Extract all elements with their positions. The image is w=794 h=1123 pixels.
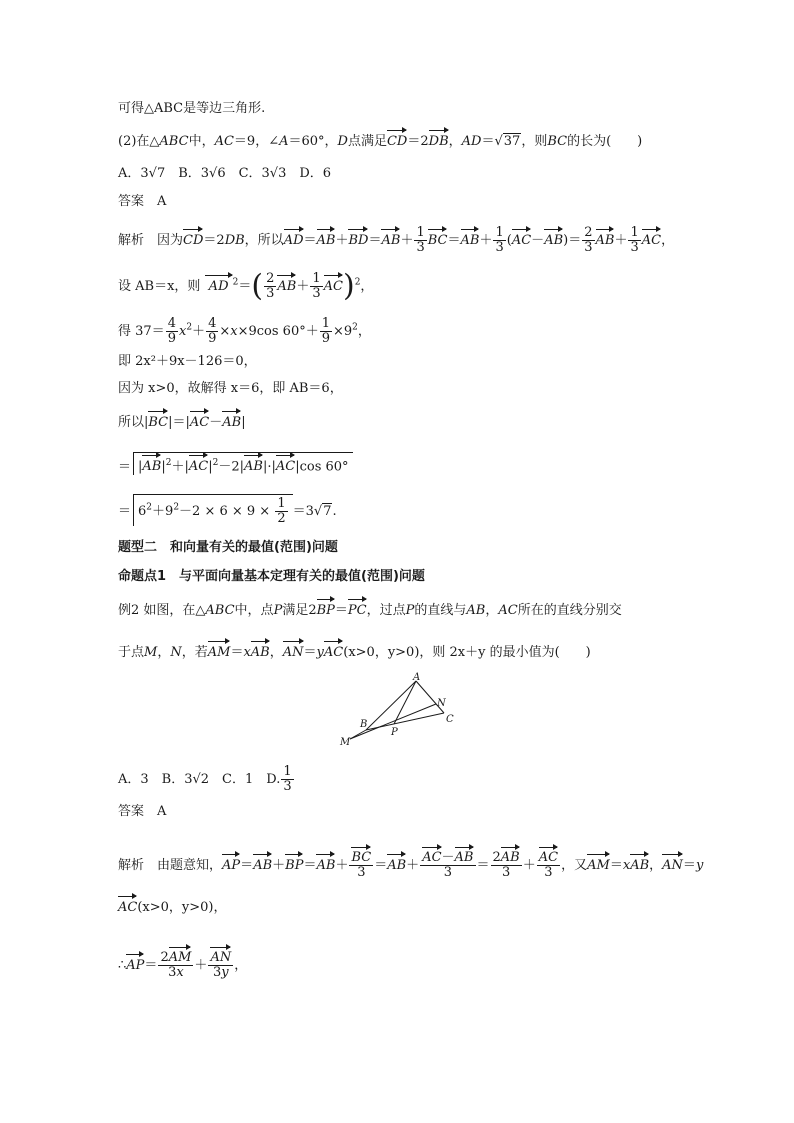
subsection-title: 命题点1 与平面向量基本定理有关的最值(范围)问题 xyxy=(118,569,425,584)
solution-1-line-1: 解析 因为CD＝2DB，所以AD＝AB＋BD＝AB＋ $\frac{1}{3}$ BC＝AB＋ $\frac{1}{3}$ (AC－AB)＝ $\frac{2}{3}$ AB＋ $\frac{1}{3}$ AC， xyxy=(118,225,675,255)
options-1: A．3√7 B．3√6 C．3√3 D．6 xyxy=(118,166,332,181)
label-b: B xyxy=(360,719,368,730)
answer-1: 答案 A xyxy=(118,194,167,209)
solution-2-line-1: 解析 由题意知，AP＝AB＋BP＝AB＋ $\frac{BC}{3}$ ＝AB＋ $\frac{AC-AB}{3}$ ＝ $\frac{2AB}{3}$ ＋ $\frac{AC}{3}$ ，又AM＝xAB，AN＝y xyxy=(118,850,704,880)
section-title: 题型二 和向量有关的最值(范围)问题 xyxy=(118,540,338,555)
label-p: P xyxy=(391,727,398,738)
example-2-line-2: 于点M，N，若AM＝xAB，AN＝yAC(x>0，y>0)，则 2x＋y 的最小值为( ) xyxy=(118,645,591,660)
text-line-1: 可得△ABC是等边三角形. xyxy=(118,101,266,116)
solution-1-line-3: 得 37＝ $\frac{4}{9}$ $x^2+$ $\frac{4}{9}$ ×x×9cos 60°＋ $\frac{1}{9}$ $\times 9^2$， xyxy=(118,316,371,346)
triangle-figure xyxy=(336,672,466,750)
label-a: A xyxy=(413,672,421,683)
options-2: A．3 B．3√2 C．1 D. $\frac{1}{3}$ xyxy=(118,764,292,794)
label-m: M xyxy=(340,737,351,748)
solution-2-line-2: AC(x>0，y>0)， xyxy=(118,900,227,915)
solution-1-line-7: ＝ $|AB|^2+|AC|^2-2|AB|\cdot|AC|\cos$ 60° xyxy=(118,452,353,475)
solution-1-line-5: 因为 x>0，故解得 x＝6，即 AB＝6， xyxy=(118,381,343,396)
label-n: N xyxy=(437,698,446,709)
line-ap xyxy=(394,681,416,724)
solution-1-line-4: 即 2x²＋9x－126＝0， xyxy=(118,354,257,369)
solution-1-line-6: 所以|BC|＝|AC－AB| xyxy=(118,415,246,430)
solution-1-line-2: 设 AB＝x，则 AD $^2$＝( $\frac{2}{3}$ AB＋ $\frac{1}{3}$ AC)$^2$， xyxy=(118,268,374,304)
solution-2-line-3: ∴AP＝ $\frac{2AM}{3x}$ ＋ $\frac{AN}{3y}$ ， xyxy=(118,950,248,980)
answer-2: 答案 A xyxy=(118,804,167,819)
label-c: C xyxy=(446,714,454,725)
problem-2-statement: (2)在△ABC中，AC＝9，∠A＝60°，D点满足CD＝2DB，AD＝√37，则BC的长为( ) xyxy=(118,134,643,149)
solution-1-line-8: ＝ $6^2+9^2-2 \times 6 \times 9$ × $\frac{1}{2}$ ＝3√7. xyxy=(118,496,337,526)
example-2-line-1: 例2 如图，在△ABC中，点P满足2BP＝PC，过点P的直线与AB，AC所在的直线分别交 xyxy=(118,603,622,618)
line-mb xyxy=(350,730,366,739)
